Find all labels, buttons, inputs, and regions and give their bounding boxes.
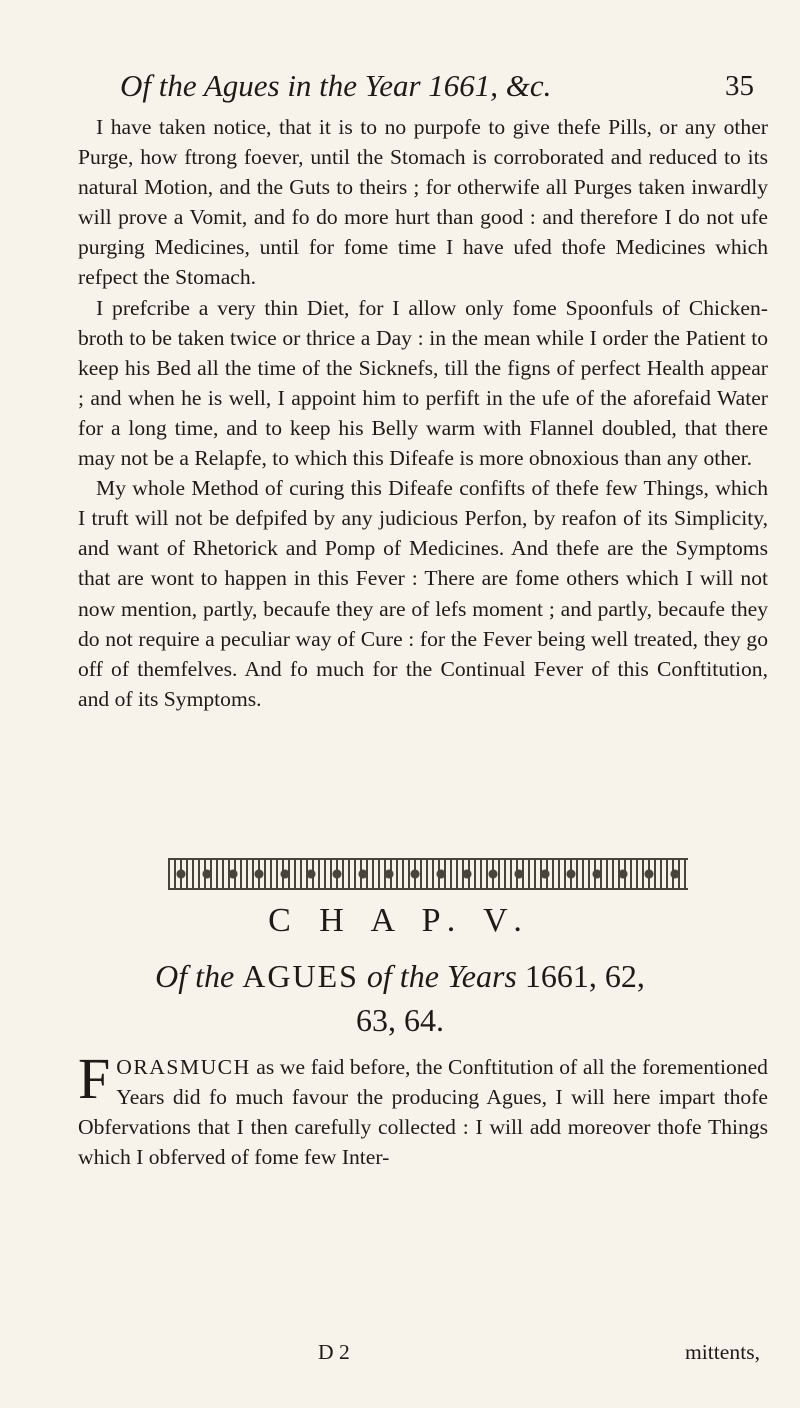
chapter-title-agues: AGUES xyxy=(242,958,359,994)
chapter-opening-paragraph xyxy=(78,1046,768,1172)
paragraph-diet: I prefcribe a very thin Diet, for I allow only fome Spoonfuls of Chicken-broth to be taken twice or thrice a Day : in the mean while I order the Patient to keep his Bed all the time of the Sicknefs, till the figns of perfect Health appear ; and when he is well, I appoint him to perfift in the ufe of the aforefaid Water for a long time, and to keep his Belly warm with Flannel doubled, that there may not be a Relapfe, to which this Difeafe is more obnoxious than any other. xyxy=(78,295,768,471)
opening-word: ORASMUCH xyxy=(116,1055,251,1079)
running-head: Of the Agues in the Year 1661, &c. xyxy=(120,68,552,103)
paragraph-method: My whole Method of curing this Difeafe confifts of thefe few Things, which I truft will not be defpifed by any judicious Perfon, by reafon of its Simplicity, and want of Rhetorick and Pomp of Medicines. And thefe are the Symptoms that are wont to happen in this Fever : There are fome others which I will not now mention, partly, becaufe they are of lefs moment ; and partly, becaufe they do not require a peculiar way of Cure : for the Fever being well treated, they go off of themfelves. And fo much for the Continual Fever of this Conftitution, and of its Symptoms. xyxy=(78,476,768,711)
chapter-title-of-the: Of the xyxy=(155,958,235,994)
body-text xyxy=(78,112,768,714)
chapter-title-years: 1661, 62, xyxy=(524,958,645,994)
chapter-heading: C H A P. V. xyxy=(268,902,532,939)
chapter-title-of-the-years: of the Years xyxy=(366,958,517,994)
signature-mark: D 2 xyxy=(318,1340,350,1364)
page-footer xyxy=(78,1340,768,1372)
decorative-ornament-band xyxy=(168,858,688,890)
drop-cap: F xyxy=(78,1046,111,1111)
chapter-title xyxy=(100,954,700,1042)
catchword: mittents, xyxy=(685,1340,760,1364)
paragraph-purges: I have taken notice, that it is to no purpofe to give thefe Pills, or any other Purge, how ftrong foever, until the Stomach is corroborated and reduced to its natural Motion, and the Guts to theirs ; for otherwife all Purges taken inwardly will prove a Vomit, and fo do more hurt than good : and therefore I do not ufe purging Medicines, until for fome time I have ufed thofe Medicines which refpect the Stomach. xyxy=(78,115,768,290)
chapter-title-years-continued: 63, 64. xyxy=(356,1002,444,1038)
page-header xyxy=(120,68,760,108)
chapter-opening-text: as we faid before, the Conftitution of all the forementioned Years did fo much favour the producing Agues, I will here impart thofe Obfervations that I then carefully collected : I will add moreover thofe Things which I obferved of fome few Inter- xyxy=(78,1055,768,1169)
chapter-body xyxy=(78,1046,768,1172)
page-number: 35 xyxy=(725,70,754,102)
